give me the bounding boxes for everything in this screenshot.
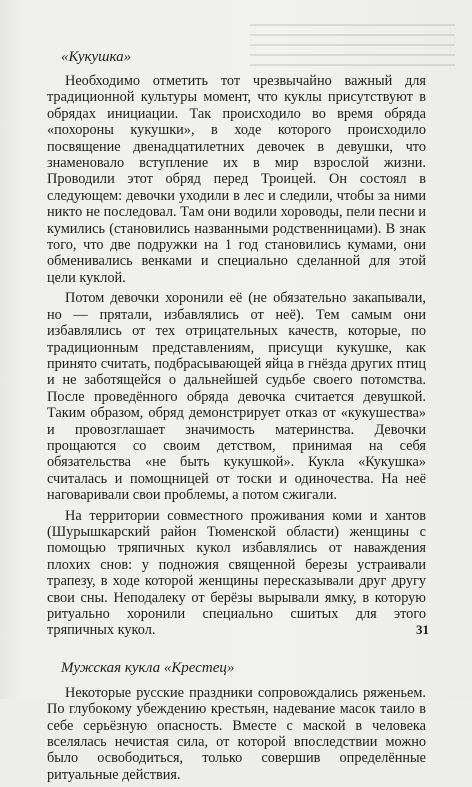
page-content (47, 48, 426, 787)
paragraph: Необходимо отметить тот чрезвычайно важный для традиционной культуры момент, что куклы присутствуют в обрядах инициации. Так происходило во время обряда «похороны кукушки», в ходе которого происходило посвящение двенадцатилетних девочек в девушки, что знаменовало вступление их в мир взрослой жизни. Проводили этот обряд перед Троицей. Он состоял в следующем: девочки уходили в лес и следили, чтобы за ними никто не последовал. Там они водили хороводы, пели песни и кумились (становились названными родственницами). В знак того, что две подружки на 1 год становились кумами, они обменивались венками и специально сделанной для этой цели куклой. (47, 73, 426, 286)
section-title-kukushka: «Кукушка» (61, 49, 132, 65)
paragraph: На территории совместного проживания коми и хантов (Шурышкарский район Тюменской области) женщины с помощью тряпичных кукол избавлялись от наваждения плохих снов: у подножия священной березы устраивали трапезу, в ходе которой женщины пересказывали друг другу свои сны. Неподалеку от берёзы вырывали ямку, в которую ритуально хоронили специально сшитых для этого тряпичных кукол. (47, 507, 426, 639)
paragraph: Некоторые русские праздники сопровождались ряженьем. По глубокому убеждению крестьян, надевание масок таило в себе серьёзную опасность. Вместе с маской в человека вселялась нечистая сила, от которой впоследствии можно было освободиться, только совершив определённые ритуальные действия. (47, 684, 426, 783)
paragraph: Потом девочки хоронили её (не обязательно закапывали, но — прятали, избавлялись от неё). Тем самым они избавлялись от тех отрицательных качеств, которые, по традиционным представлениям, присущи кукушке, как принято считать, подбрасывающей яйца в гнёзда других птиц и не заботящейся о дальнейшей судьбе своего потомства. После проведённого обряда девочка считается девушкой. Таким образом, обряд демонстрирует отказ от «кукушества» и провозглашает значимость материнства. Девочки прощаются со своим детством, принимая на себя обязательства «не быть кукушкой». Кукла «Кукушка» считалась и помощницей от тоски и одиночества. На неё наговаривали свои проблемы, а потом сжигали. (47, 290, 426, 504)
page-number: 31 (416, 622, 429, 637)
section-title-krestets: Мужская кукла «Крестец» (61, 659, 235, 676)
